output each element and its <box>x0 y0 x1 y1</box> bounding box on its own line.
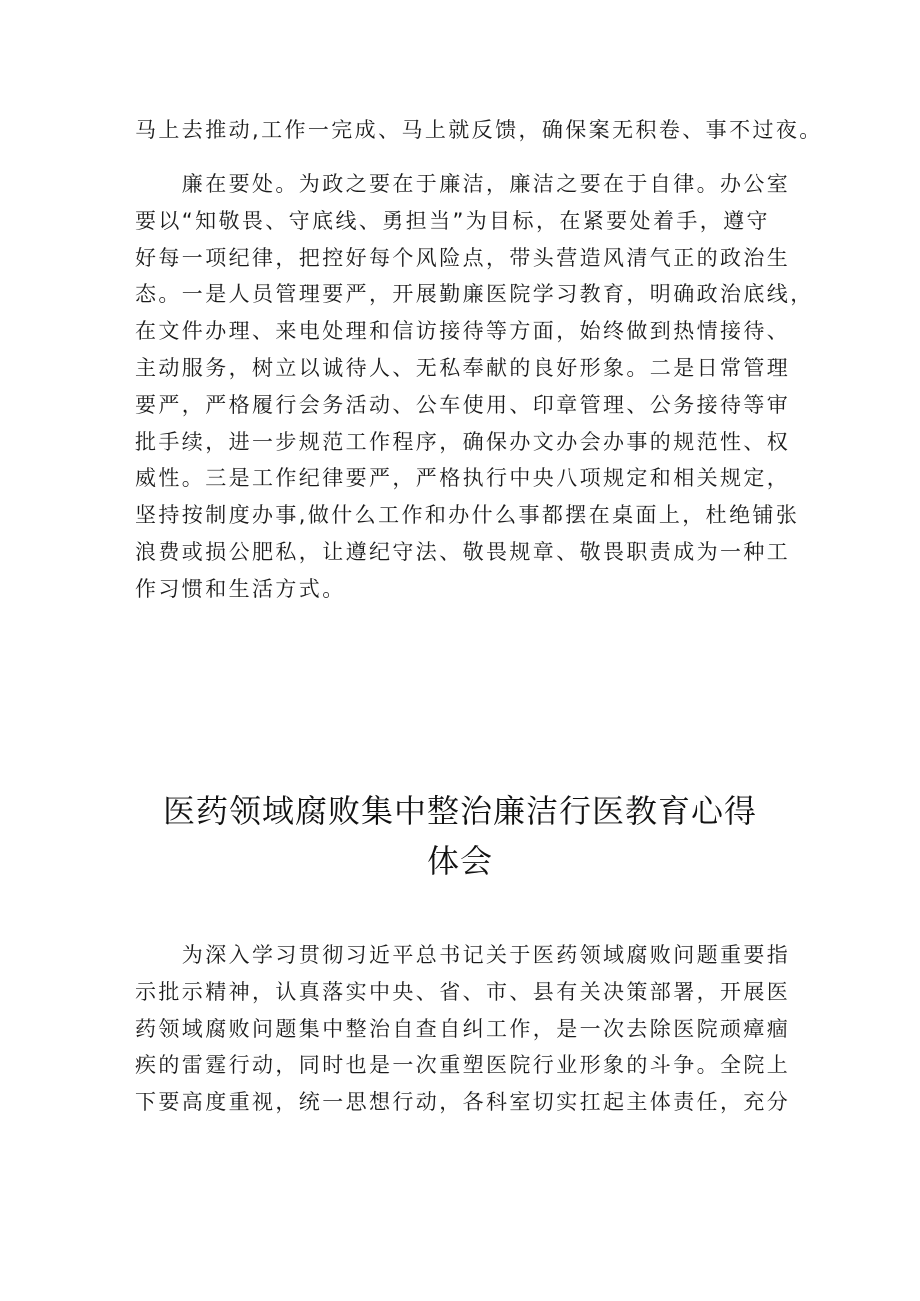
lianzai-paragraph <box>135 166 814 608</box>
paragraph-line: 要以“知敬畏、守底线、勇担当”为目标，在紧要处着手，遵守 <box>135 208 770 233</box>
paragraph-line: 要严，严格履行会务活动、公车使用、印章管理、公务接待等审 <box>135 392 791 417</box>
article-title <box>100 786 820 886</box>
continuation-paragraph <box>135 112 823 148</box>
paragraph-line: 为深入学习贯彻习近平总书记关于医药领域腐败问题重要指 <box>135 943 791 967</box>
paragraph-line: 态。一是人员管理要严，开展勤廉医院学习教育，明确政治底线， <box>135 282 814 307</box>
paragraph-line: 下要高度重视，统一思想行动，各科室切实扛起主体责任，充分 <box>135 1090 791 1115</box>
paragraph-line: 在文件办理、来电处理和信访接待等方面，始终做到热情接待、 <box>135 319 791 344</box>
paragraph-line: 坚持按制度办事,做什么工作和办什么事都摆在桌面上，杜绝铺张 <box>135 503 800 528</box>
paragraph-line: 批手续，进一步规范工作程序，确保办文办会办事的规范性、权 <box>135 429 791 454</box>
paragraph-line: 药领域腐败问题集中整治自查自纠工作，是一次去除医院顽瘴痼 <box>135 1016 791 1041</box>
paragraph-line: 威性。三是工作纪律要严，严格执行中央八项规定和相关规定， <box>135 466 791 491</box>
paragraph-line: 主动服务，树立以诚待人、无私奉献的良好形象。二是日常管理 <box>135 355 791 380</box>
paragraph-line: 疾的雷霆行动，同时也是一次重塑医院行业形象的斗争。全院上 <box>135 1053 791 1078</box>
paragraph-line: 马上去推动,工作一完成、马上就反馈，确保案无积卷、事不过夜。 <box>135 118 823 142</box>
paragraph-line: 廉在要处。为政之要在于廉洁，廉洁之要在于自律。办公室 <box>135 172 791 196</box>
paragraph-line: 示批示精神，认真落实中央、省、市、县有关决策部署，开展医 <box>135 979 791 1004</box>
article-title-line-1: 医药领域腐败集中整治廉洁行医教育心得 <box>162 792 757 830</box>
article-title-line-2: 体会 <box>426 842 493 880</box>
paragraph-line: 作习惯和生活方式。 <box>135 576 346 601</box>
paragraph-line: 好每一项纪律，把控好每个风险点，带头营造风清气正的政治生 <box>135 245 791 270</box>
article-body-paragraph <box>135 937 795 1121</box>
paragraph-line: 浪费或损公肥私，让遵纪守法、敬畏规章、敬畏职责成为一种工 <box>135 539 791 564</box>
